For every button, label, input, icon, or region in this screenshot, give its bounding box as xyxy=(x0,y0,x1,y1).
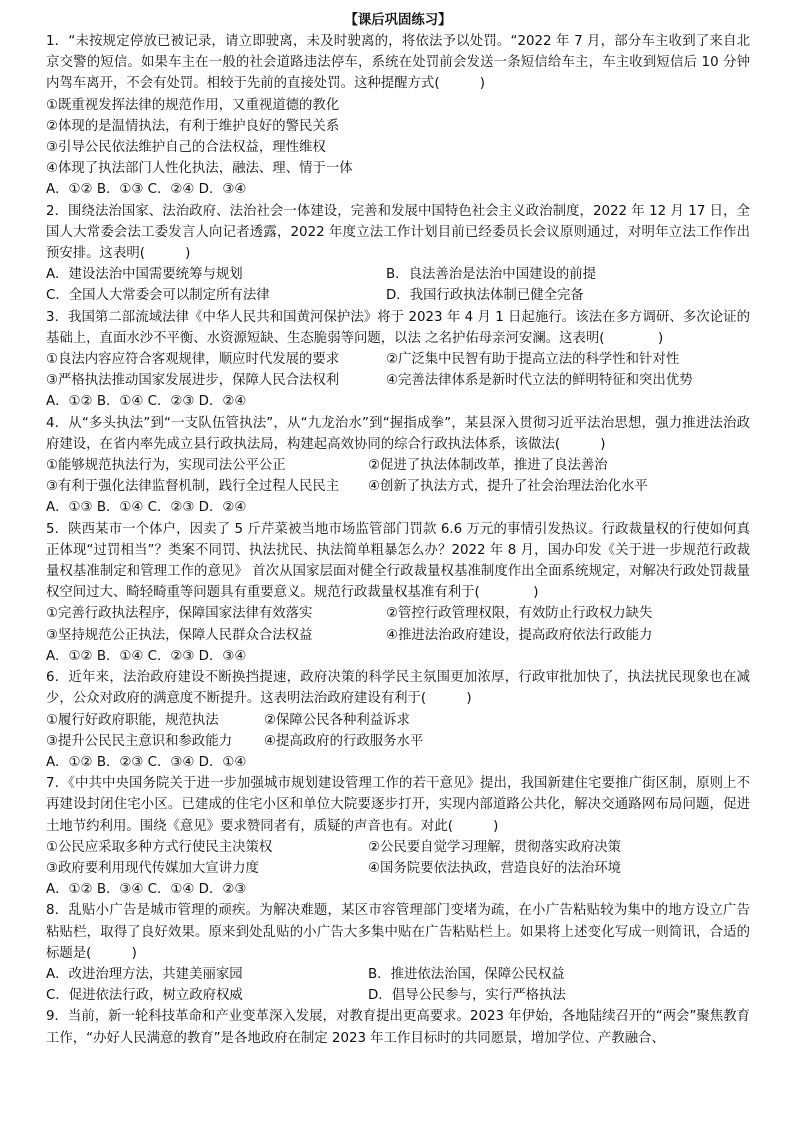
answer-choice-row xyxy=(46,264,750,285)
statement-option: ④体现了执法部门人性化执法，融法、理、情于一体 xyxy=(46,161,353,177)
question-stem: 9．当前，新一轮科技革命和产业变革深入发展，对教育提出更高要求。2023 年伊始，各地陆续召开的“两会”聚焦教育工作，“办好人民满意的教育”是各地政府在制定 2023 年工作目标时的共同愿景，增加学位、产教融合、 xyxy=(46,1009,750,1046)
statement-option: ①履行好政府职能，规范执法 xyxy=(46,712,219,728)
statement-option: ②公民要自觉学习理解，贯彻落实政府决策 xyxy=(368,839,622,855)
statement-option: ④国务院要依法执政，营造良好的法治环境 xyxy=(368,860,622,876)
statement-option: ②广泛集中民智有助于提高立法的科学性和针对性 xyxy=(386,352,680,368)
statement-option: ②体现的是温情执法，有利于维护良好的警民关系 xyxy=(46,118,340,134)
question-stem: 1．“未按规定停放已被记录，请立即驶离，未及时驶离的，将依法予以处罚。“2022 年 7 月，部分车主收到了来自北京交警的短信。如果车主在一般的社会道路违法停车，系统在处罚前会发送一条短信给车主，车主收到短信后 10 分钟内驾车离开，不会有处罚。相较于先前的直接处罚。这种提醒方式( ) xyxy=(46,34,750,92)
answer-choice-c: C．全国人大常委会可以制定所有法律 xyxy=(46,288,270,304)
statement-row xyxy=(46,370,750,391)
statement-row xyxy=(46,625,750,646)
statement-option: ③坚持规范公正执法，保障人民群众合法权益 xyxy=(46,627,313,643)
answer-choice-d: D．我国行政执法体制已健全完备 xyxy=(386,288,584,304)
question-5 xyxy=(46,519,750,667)
statement-row xyxy=(46,603,750,624)
statement-row xyxy=(46,837,750,858)
worksheet-title: 【课后巩固练习】 xyxy=(344,13,452,28)
question-stem: 5．陕西某市一个体户，因卖了 5 斤芹菜被当地市场监管部门罚款 6.6 万元的事情引发热议。行政裁量权的行使如何真正体现“过罚相当”？类案不同罚、执法扰民、执法简单粗暴怎么办？2022 年 8 月，国办印发《关于进一步规范行政裁量权基准制定和管理工作的意见》 首次从国家层面对健全行政裁量权基准制度作出全面系统规定，对解决行政处罚裁量权空间过大、畸轻畸重等问题具有重要意义。规范行政裁量权基准有利于( ) xyxy=(46,521,750,601)
statement-option: ③引导公民依法维护自己的合法权益，理性维权 xyxy=(46,140,326,156)
statement-option: ②促进了执法体制改革，推进了良法善治 xyxy=(368,458,608,474)
question-3 xyxy=(46,307,750,413)
statement-option: ③政府要利用现代传媒加大宣讲力度 xyxy=(46,860,259,876)
statement-option: ④推进法治政府建设，提高政府依法行政能力 xyxy=(386,627,653,643)
question-2 xyxy=(46,201,750,307)
statement-option: ③有利于强化法律监督机制，践行全过程人民民主 xyxy=(46,479,340,495)
answer-choice-a: A．建设法治中国需要统筹与规划 xyxy=(46,267,243,283)
answer-choice-d: D．倡导公民参与，实行严格执法 xyxy=(368,988,566,1004)
statement-row xyxy=(46,455,750,476)
statement-option: ④创新了执法方式，提升了社会治理法治化水平 xyxy=(368,479,648,495)
answer-choice-a: A．改进治理方法，共建美丽家园 xyxy=(46,966,243,982)
question-stem: 4．从“多头执法”到“一支队伍管执法”，从“九龙治水”到“握指成拳”，某县深入贯彻习近平法治思想，强力推进法治政府建设，在省内率先成立县行政执法局，构建起高效协同的综合行政执法体系，该做法( ) xyxy=(46,415,750,452)
question-1 xyxy=(46,31,750,201)
statement-row xyxy=(46,476,750,497)
statement-row xyxy=(46,858,750,879)
question-6 xyxy=(46,667,750,773)
statement-option: ④完善法律体系是新时代立法的鲜明特征和突出优势 xyxy=(386,373,693,389)
question-stem: 7．《中共中央国务院关于进一步加强城市规划建设管理工作的若干意见》提出，我国新建住宅要推广街区制，原则上不再建设封闭住宅小区。已建成的住宅小区和单位大院要逐步打开，实现内部道路公共化，解决交通路网布局问题，促进土地节约利用。围绕《意见》要求赞同者有，质疑的声音也有。对此( ) xyxy=(46,776,750,834)
answer-choice-b: B．推进依法治国，保障公民权益 xyxy=(368,966,565,982)
answer-choice-row xyxy=(46,964,750,985)
answer-choices: A．①② B．①③ C．②④ D．③④ xyxy=(46,182,247,198)
question-8 xyxy=(46,900,750,1006)
answer-choice-row xyxy=(46,285,750,306)
statement-option: ①完善行政执法程序，保障国家法律有效落实 xyxy=(46,606,313,622)
statement-option: ①既重视发挥法律的规范作用，又重视道德的教化 xyxy=(46,97,340,113)
answer-choice-b: B．良法善治是法治中国建设的前提 xyxy=(386,267,597,283)
statement-option: ①能够规范执法行为，实现司法公平公正 xyxy=(46,458,286,474)
question-stem: 2．围绕法治国家、法治政府、法治社会一体建设，完善和发展中国特色社会主义政治制度，2022 年 12 月 17 日，全国人大常委会法工委发言人向记者透露，2022 年度立法工作计划目前已经委员长会议原则通过，对明年立法工作作出预安排。这表明( ) xyxy=(46,203,750,262)
statement-option: ②保障公民各种利益诉求 xyxy=(264,712,410,728)
statement-row xyxy=(46,731,750,752)
question-9 xyxy=(46,1006,750,1048)
answer-choices: A．①② B．①④ C．②③ D．②④ xyxy=(46,394,247,410)
question-4 xyxy=(46,413,750,519)
question-7 xyxy=(46,773,750,900)
answer-choices: A．①③ B．①④ C．②③ D．②④ xyxy=(46,500,247,516)
answer-choices: A．①② B．①④ C．②③ D．③④ xyxy=(46,648,247,664)
statement-row xyxy=(46,349,750,370)
question-stem: 6．近年来，法治政府建设不断换挡提速，政府决策的科学民主氛围更加浓厚，行政审批加快了，执法扰民现象也在减少，公众对政府的满意度不断提升。这表明法治政府建设有利于( ) xyxy=(46,670,750,707)
answer-choices: A．①② B．③④ C．①④ D．②③ xyxy=(46,882,247,898)
statement-option: ①公民应采取多种方式行使民主决策权 xyxy=(46,839,273,855)
statement-option: ④提高政府的行政服务水平 xyxy=(264,733,424,749)
statement-option: ③提升公民民主意识和参政能力 xyxy=(46,733,233,749)
statement-option: ③严格执法推动国家发展进步，保障人民合法权利 xyxy=(46,373,340,389)
question-stem: 3．我国第二部流域法律《中华人民共和国黄河保护法》将于 2023 年 4 月 1 日起施行。该法在多方调研、多次论证的基础上，直面水沙不平衡、水资源短缺、生态脆弱等问题，以法 之名护佑母亲河安澜。这表明( ) xyxy=(46,309,750,346)
statement-option: ①良法内容应符合客观规律，顺应时代发展的要求 xyxy=(46,352,340,368)
answer-choice-row xyxy=(46,985,750,1006)
answer-choice-c: C．促进依法行政，树立政府权威 xyxy=(46,988,243,1004)
question-stem: 8．乱贴小广告是城市管理的顽疾。为解决难题，某区市容管理部门变堵为疏，在小广告粘贴较为集中的地方设立广告粘贴栏，取得了良好效果。原来到处乱贴的小广告大多集中贴在广告粘贴栏上。如果将上述变化写成一则简讯，合适的标题是( ) xyxy=(46,903,750,961)
statement-row xyxy=(46,710,750,731)
statement-option: ②管控行政管理权限，有效防止行政权力缺失 xyxy=(386,606,653,622)
answer-choices: A．①② B．②③ C．③④ D．①④ xyxy=(46,754,247,770)
